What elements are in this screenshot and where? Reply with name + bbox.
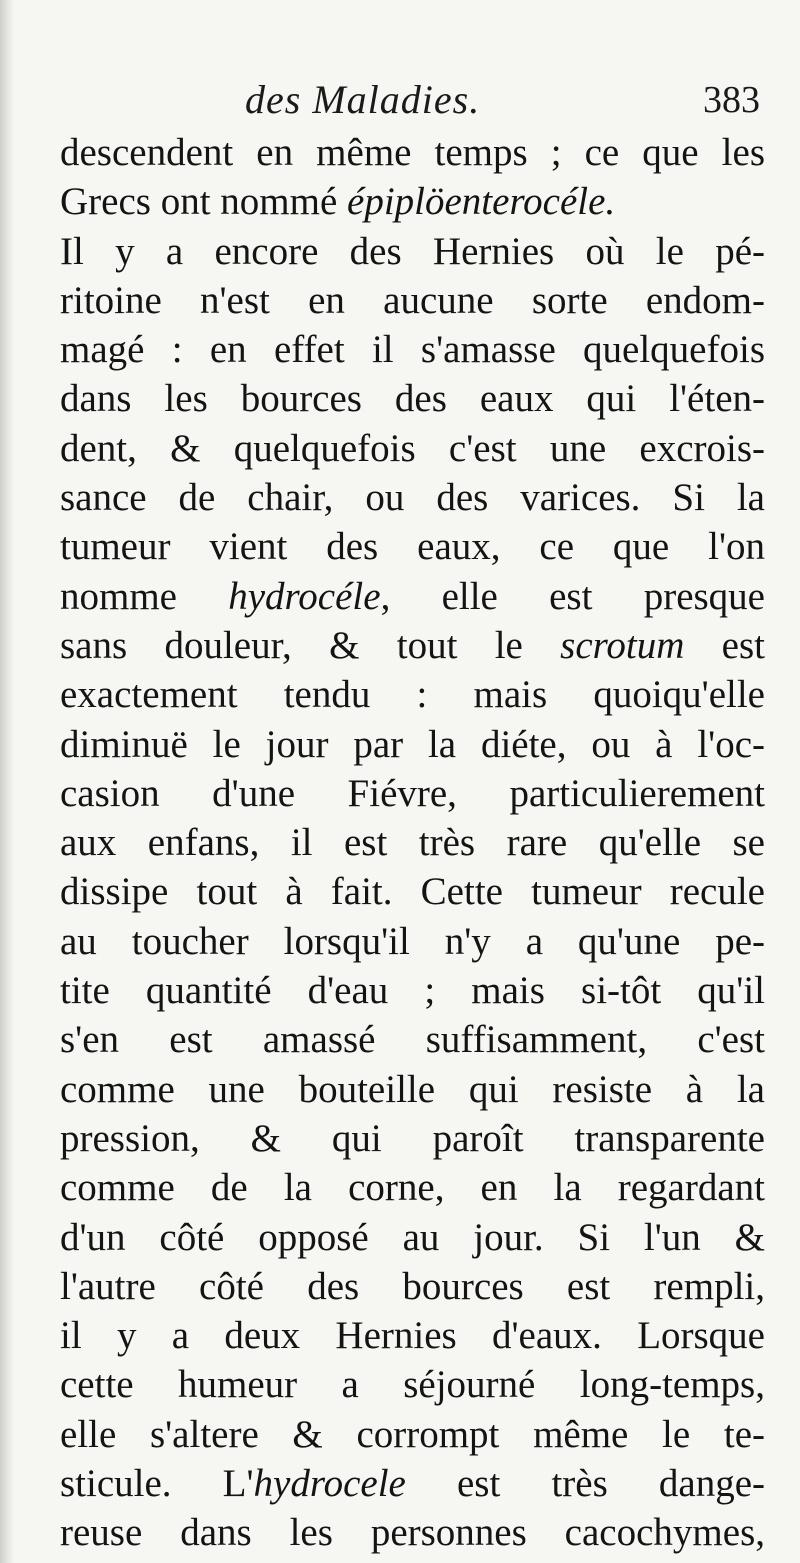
text-run: est bbox=[684, 623, 765, 667]
text-line: aux enfans, il est très rare qu'elle se bbox=[60, 821, 765, 865]
text-line: diminuë le jour par la diéte, ou à l'oc- bbox=[60, 722, 765, 766]
text-run: Grecs ont nommé bbox=[60, 180, 348, 224]
text-line: reuse dans les personnes cacochymes, bbox=[60, 1511, 765, 1555]
text-line: casion d'une Fiévre, particulierement bbox=[60, 771, 765, 815]
page-gutter-shadow bbox=[0, 0, 14, 1563]
running-title: des Maladies. bbox=[245, 77, 481, 122]
body-text bbox=[60, 128, 765, 1558]
page-number: 383 bbox=[703, 79, 760, 121]
running-head bbox=[60, 76, 760, 126]
text-line: tumeur vient des eaux, ce que l'on bbox=[60, 525, 765, 569]
text-run: nomme bbox=[60, 574, 229, 618]
italic-term: hydrocele bbox=[253, 1462, 406, 1506]
text-line: dans les bources des eaux qui l'éten- bbox=[60, 377, 765, 421]
text-run: sans douleur, & tout le bbox=[60, 623, 561, 667]
italic-term: scrotum bbox=[560, 623, 685, 667]
text-line: au toucher lorsqu'il n'y a qu'une pe- bbox=[60, 919, 765, 963]
text-line: magé : en effet il s'amasse quelquefois bbox=[60, 328, 765, 372]
italic-term: épiplöenterocéle. bbox=[347, 180, 616, 224]
text-line: comme une bouteille qui resiste à la bbox=[60, 1067, 765, 1111]
text-run: sticule. L' bbox=[60, 1462, 254, 1506]
text-line: dissipe tout à fait. Cette tumeur recule bbox=[60, 870, 765, 914]
text-run: , elle est presque bbox=[380, 574, 765, 618]
text-run: est très dange- bbox=[405, 1462, 765, 1506]
text-line: pression, & qui paroît transparente bbox=[60, 1116, 765, 1160]
text-line: dent, & quelquefois c'est une excrois- bbox=[60, 426, 765, 470]
text-line: il y a deux Hernies d'eaux. Lorsque bbox=[60, 1314, 765, 1358]
text-line: comme de la corne, en la regardant bbox=[60, 1166, 765, 1210]
text-line bbox=[60, 572, 765, 621]
text-line: elle s'altere & corrompt même le te- bbox=[60, 1412, 765, 1456]
text-line: l'autre côté des bources est rempli, bbox=[60, 1264, 765, 1308]
text-line bbox=[60, 1459, 765, 1508]
text-line: sance de chair, ou des varices. Si la bbox=[60, 476, 765, 520]
text-line: exactement tendu : mais quoiqu'elle bbox=[60, 673, 765, 717]
text-line: tite quantité d'eau ; mais si-tôt qu'il bbox=[60, 969, 765, 1013]
text-line: ritoine n'est en aucune sorte endom- bbox=[60, 278, 765, 322]
text-line bbox=[60, 621, 765, 670]
italic-term: hydrocéle bbox=[228, 574, 381, 618]
text-line bbox=[60, 177, 765, 226]
text-line: cette humeur a séjourné long-temps, bbox=[60, 1363, 765, 1407]
text-line: Il y a encore des Hernies où le pé- bbox=[60, 229, 765, 273]
text-line: descendent en même temps ; ce que les bbox=[60, 131, 765, 174]
text-line: d'un côté opposé au jour. Si l'un & bbox=[60, 1215, 765, 1259]
text-line: s'en est amassé suffisamment, c'est bbox=[60, 1018, 765, 1062]
